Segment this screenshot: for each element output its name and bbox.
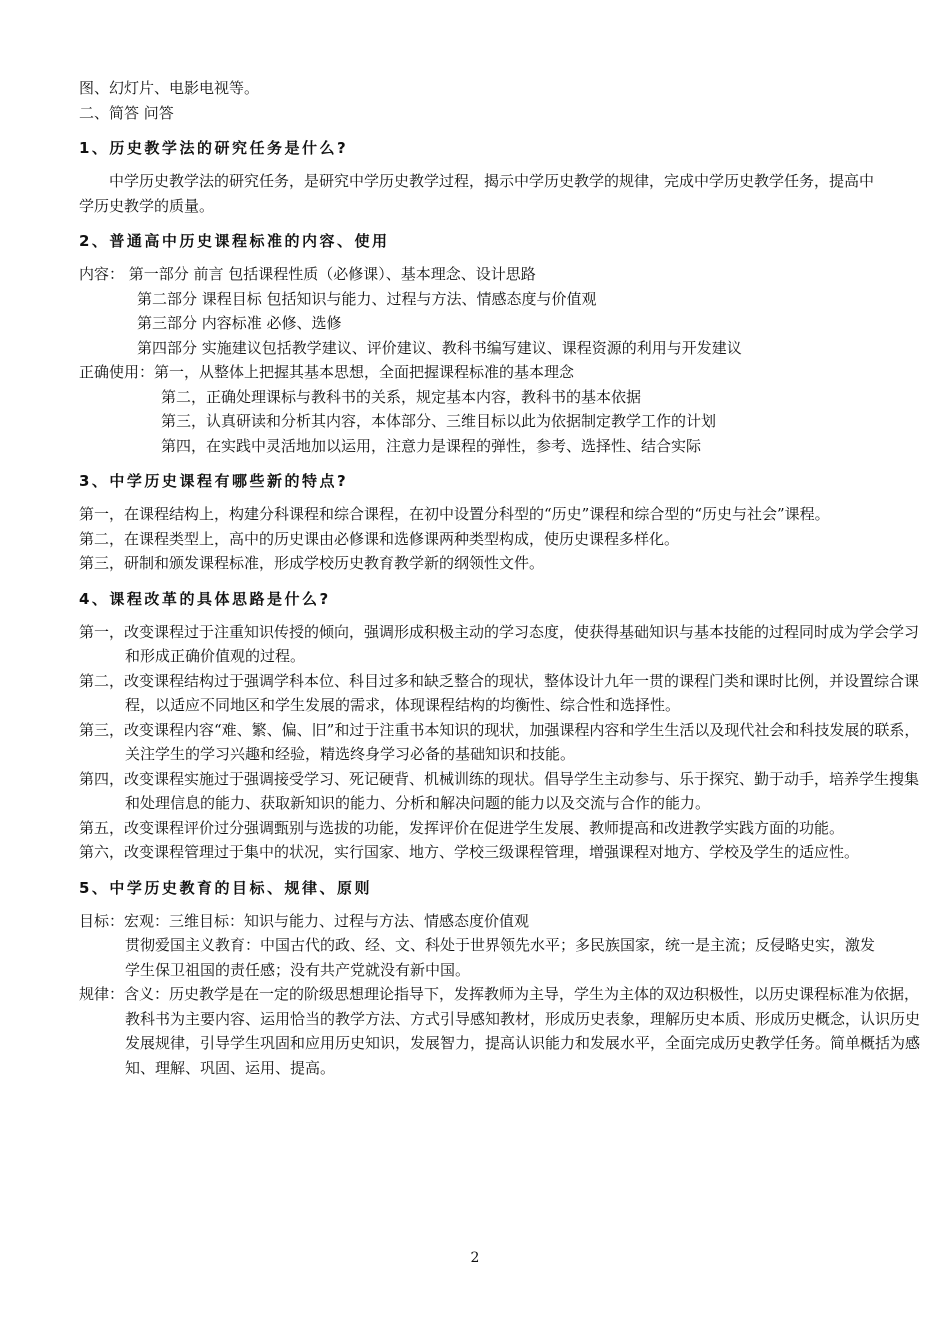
q3-item-2: 第二，在课程类型上，高中的历史课由必修课和选修课两种类型构成，使历史课程多样化。 (79, 529, 680, 548)
q2-usage-line-4: 第四，在实践中灵活地加以运用，注意力是课程的弹性，参考、选择性、结合实际 (161, 436, 702, 455)
q3-item-1: 第一，在课程结构上，构建分科课程和综合课程，在初中设置分科型的“历史”课程和综合型的“历史与社会”课程。 (79, 505, 830, 523)
question-3-heading: 3、中学历史课程有哪些新的特点? (79, 472, 349, 490)
q2-content-line-3: 第三部分 内容标准 必修、选修 (137, 314, 342, 332)
document-page (79, 76, 921, 1080)
q5-goal-line-2: 贯彻爱国主义教育：中国古代的政、经、文、科处于世界领先水平；多民族国家，统一是主流；反侵略史实，激发学生保卫祖国的责任感；没有共产党就没有新中国。 (125, 936, 876, 979)
intro-line-1: 图、幻灯片、电影电视等。 (79, 79, 260, 97)
section-title-short-answer: 二、简答 问答 (79, 103, 174, 122)
q4-item-1: 第一，改变课程过于注重知识传授的倾向，强调形成积极主动的学习态度，使获得基础知识与基本技能的过程同时成为学会学习和形成正确价值观的过程。 (79, 622, 920, 665)
question-1-heading: 1、历史教学法的研究任务是什么? (79, 139, 349, 157)
q4-item-4: 第四，改变课程实施过于强调接受学习、死记硬背、机械训练的现状。倡导学生主动参与、乐于探究、勤于动手，培养学生搜集和处理信息的能力、获取新知识的能力、分析和解决问题的能力以及交流与合作的能力。 (79, 769, 920, 812)
q4-item-2: 第二，改变课程结构过于强调学科本位、科目过多和缺乏整合的现状，整体设计九年一贯的课程门类和课时比例，并设置综合课程，以适应不同地区和学生发展的需求，体现课程结构的均衡性、综合性和选择性。 (79, 671, 920, 714)
question-5-heading: 5、中学历史教育的目标、规律、原则 (79, 878, 372, 897)
question-4-heading: 4、课程改革的具体思路是什么? (79, 589, 331, 608)
q2-content-line-4: 第四部分 实施建议包括教学建议、评价建议、教科书编写建议、课程资源的利用与开发建议 (137, 338, 742, 357)
page-number: 2 (470, 1250, 480, 1266)
q2-content-line-2: 第二部分 课程目标 包括知识与能力、过程与方法、情感态度与价值观 (137, 289, 597, 308)
q2-content-line-1: 内容： 第一部分 前言 包括课程性质（必修课）、基本理念、设计思路 (79, 265, 536, 283)
q4-item-6: 第六，改变课程管理过于集中的状况，实行国家、地方、学校三级课程管理，增强课程对地方、学校及学生的适应性。 (79, 843, 860, 861)
q2-usage-line-1: 正确使用：第一，从整体上把握其基本思想，全面把握课程标准的基本理念 (79, 363, 575, 381)
question-2-heading: 2、普通高中历史课程标准的内容、使用 (79, 232, 390, 250)
question-1-answer: 中学历史教学法的研究任务，是研究中学历史教学过程，揭示中学历史教学的规律，完成中学历史教学任务，提高中学历史教学的质量。 (79, 172, 875, 215)
q3-item-3: 第三，研制和颁发课程标准，形成学校历史教育教学新的纲领性文件。 (79, 554, 545, 572)
q5-law-paragraph: 规律：含义：历史教学是在一定的阶级思想理论指导下，发挥教师为主导，学生为主体的双边积极性，以历史课程标准为依据，教科书为主要内容、运用恰当的教学方法、方式引导感知教材，形成历史表象，理解历史本质、形成历史概念，认识历史发展规律，引导学生巩固和应用历史知识，发展智力，提高认识能力和发展水平，全面完成历史教学任务。简单概括为感知、理解、巩固、运用、提高。 (79, 985, 921, 1077)
q2-usage-line-2: 第二，正确处理课标与教科书的关系，规定基本内容，教科书的基本依据 (161, 387, 642, 406)
q5-goal-line-1: 目标：宏观：三维目标：知识与能力、过程与方法、情感态度价值观 (79, 911, 530, 930)
q2-usage-line-3: 第三，认真研读和分析其内容，本体部分、三维目标以此为依据制定教学工作的计划 (161, 412, 717, 430)
q4-item-5: 第五，改变课程评价过分强调甄别与选拔的功能，发挥评价在促进学生发展、教师提高和改进教学实践方面的功能。 (79, 818, 845, 837)
q4-item-3: 第三，改变课程内容“难、繁、偏、旧”和过于注重书本知识的现状，加强课程内容和学生生活以及现代社会和科技发展的联系，关注学生的学习兴趣和经验，精选终身学习必备的基础知识和技能。 (79, 720, 920, 763)
